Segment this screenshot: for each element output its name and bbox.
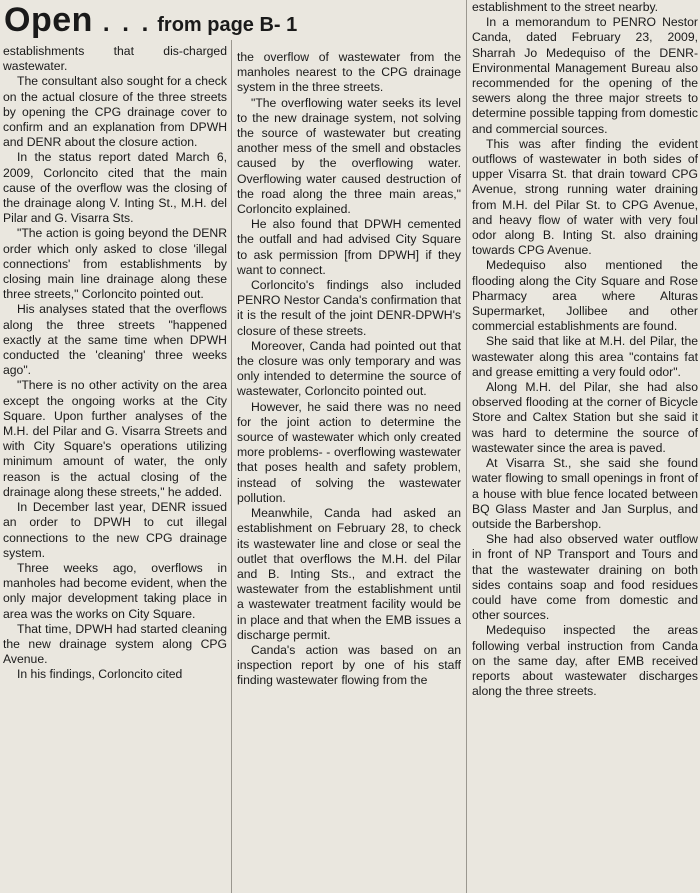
paragraph: Corloncito's findings also included PENRO Nestor Canda's confirmation that it is the result of the joint DENR-DPWH's closure of these streets. <box>237 278 461 338</box>
paragraph: His analyses stated that the overflows along the three streets "happened exactly at the same time when DPWH conducted the 'cleaning' three weeks ago". <box>3 302 227 378</box>
paragraph: That time, DPWH had started cleaning the new drainage system along CPG Avenue. <box>3 621 227 667</box>
headline-continuation: from page B- 1 <box>157 14 298 36</box>
paragraph: Moreover, Canda had pointed out that the closure was only temporary and was only intended to determine the source of wastewater, Corloncito pointed out. <box>237 338 461 399</box>
paragraph: the overflow of wastewater from the manholes nearest to the CPG drainage system in the three streets. <box>237 50 461 95</box>
article-column-1 <box>3 0 227 893</box>
paragraph: In the status report dated March 6, 2009, Corloncito cited that the main cause of the overflow was the closing of the drainage along V. Inting St., M.H. del Pilar and G. Visarra Sts. <box>3 150 227 226</box>
column-divider-2 <box>466 0 467 893</box>
paragraph: The consultant also sought for a check on the actual closure of the three streets by opening the CPG drainage cover to confirm and an explanation from DPWH and DENR about the closure action. <box>3 74 227 150</box>
paragraph: Medequiso also mentioned the flooding along the City Square and Rose Pharmacy area where Alturas Supermarket, Jollibee and other commercial establishments are found. <box>472 258 698 334</box>
paragraph: "The action is going beyond the DENR order which only asked to close 'illegal connections' from establishments by closing main line drainage along these three streets," Corloncito pointed out. <box>3 226 227 302</box>
paragraph: In a memorandum to PENRO Nestor Canda, dated February 23, 2009, Sharrah Jo Medequiso of the DENR-Environmental Management Bureau also recommended for the opening of the sewers along the three major streets to determine possible tapping from domestic and commercial sources. <box>472 15 698 136</box>
paragraph: Three weeks ago, overflows in manholes had become evident, when the only major development taking place in area was the works on City Square. <box>3 560 227 621</box>
paragraph: "The overflowing water seeks its level to the new drainage system, not solving the source of wastewater but creating another mess of the smell and obstacles caused by the overflowing water. Overflowing water caused destruction of the road along the three main areas," Corloncito explained. <box>237 95 461 217</box>
paragraph: Along M.H. del Pilar, she had also observed flooding at the corner of Bicycle Store and Caltex Station but she said it was hard to determine the source of wastewater since the area is paved. <box>472 380 698 455</box>
paragraph: In his findings, Corloncito cited <box>17 667 183 682</box>
paragraph: She said that like at M.H. del Pilar, the wastewater along this area "contains fat and grease emitting a very fould odor". <box>472 334 698 379</box>
paragraph: Canda's action was based on an inspection report by one of his staff finding wastewater flowing from the <box>237 642 461 688</box>
paragraph: He also found that DPWH cemented the outfall and had advised City Square to ask permission [from DPWH] if they want to connect. <box>237 217 461 277</box>
article-column-3 <box>472 0 698 893</box>
paragraph: "There is no other activity on the area except the ongoing works at the City Square. Upon further analyses of the M.H. del Pilar and G. Visarra Streets and with City Square's operations utilizing minimum amount of water, the only reason is the actual closing of the drainage along these streets," he added. <box>3 378 227 499</box>
paragraph: Medequiso inspected the areas following verbal instruction from Canda on the same day, after EMB received reports about wastewater discharges along the three streets. <box>472 623 698 699</box>
article-column-2 <box>237 0 461 893</box>
paragraph: She had also observed water outflow in front of NP Transport and Tours and that the wastewater draining on both sides contains soap and food residues could have come from domestic and other sources. <box>472 532 698 623</box>
paragraph: At Visarra St., she said she found water flowing to small openings in front of a house with blue fence located between BQ Glass Master and Jan Surplus, and outside the Barbershop. <box>472 456 698 531</box>
column-divider-1 <box>231 40 232 893</box>
paragraph: However, he said there was no need for the joint action to determine the source of wastewater which only created more problems- - overflowing wastewater that poses health and safety problem, instead of solving the wastewater pollution. <box>237 399 461 505</box>
headline-title: Open <box>4 1 93 39</box>
paragraph: This was after finding the evident outflows of wastewater in both sides of upper Visarra St. that drain toward CPG Avenue, strong running water draining from M.H. del Pilar St. to CPG Avenue, and heavy flow of water with very foul odor along B. Inting St. also draining towards CPG Avenue. <box>472 136 698 258</box>
paragraph: In December last year, DENR issued an order to DPWH to cut illegal connections to the new CPG drainage system. <box>3 500 227 560</box>
paragraph: Meanwhile, Canda had asked an establishment on February 28, to check its wastewater line and close or seal the outlet that overflows the M.H. del Pilar and B. Inting Sts., and extract the wastewater from the establishment until a wastewater treatment facility would be in place and that when the EMB issues a discharge permit. <box>237 506 461 642</box>
headline-ellipsis: . . . <box>102 10 152 37</box>
paragraph: establishment to the street nearby. <box>472 0 659 14</box>
paragraph: establishments that dis-charged wastewater. <box>3 44 227 74</box>
